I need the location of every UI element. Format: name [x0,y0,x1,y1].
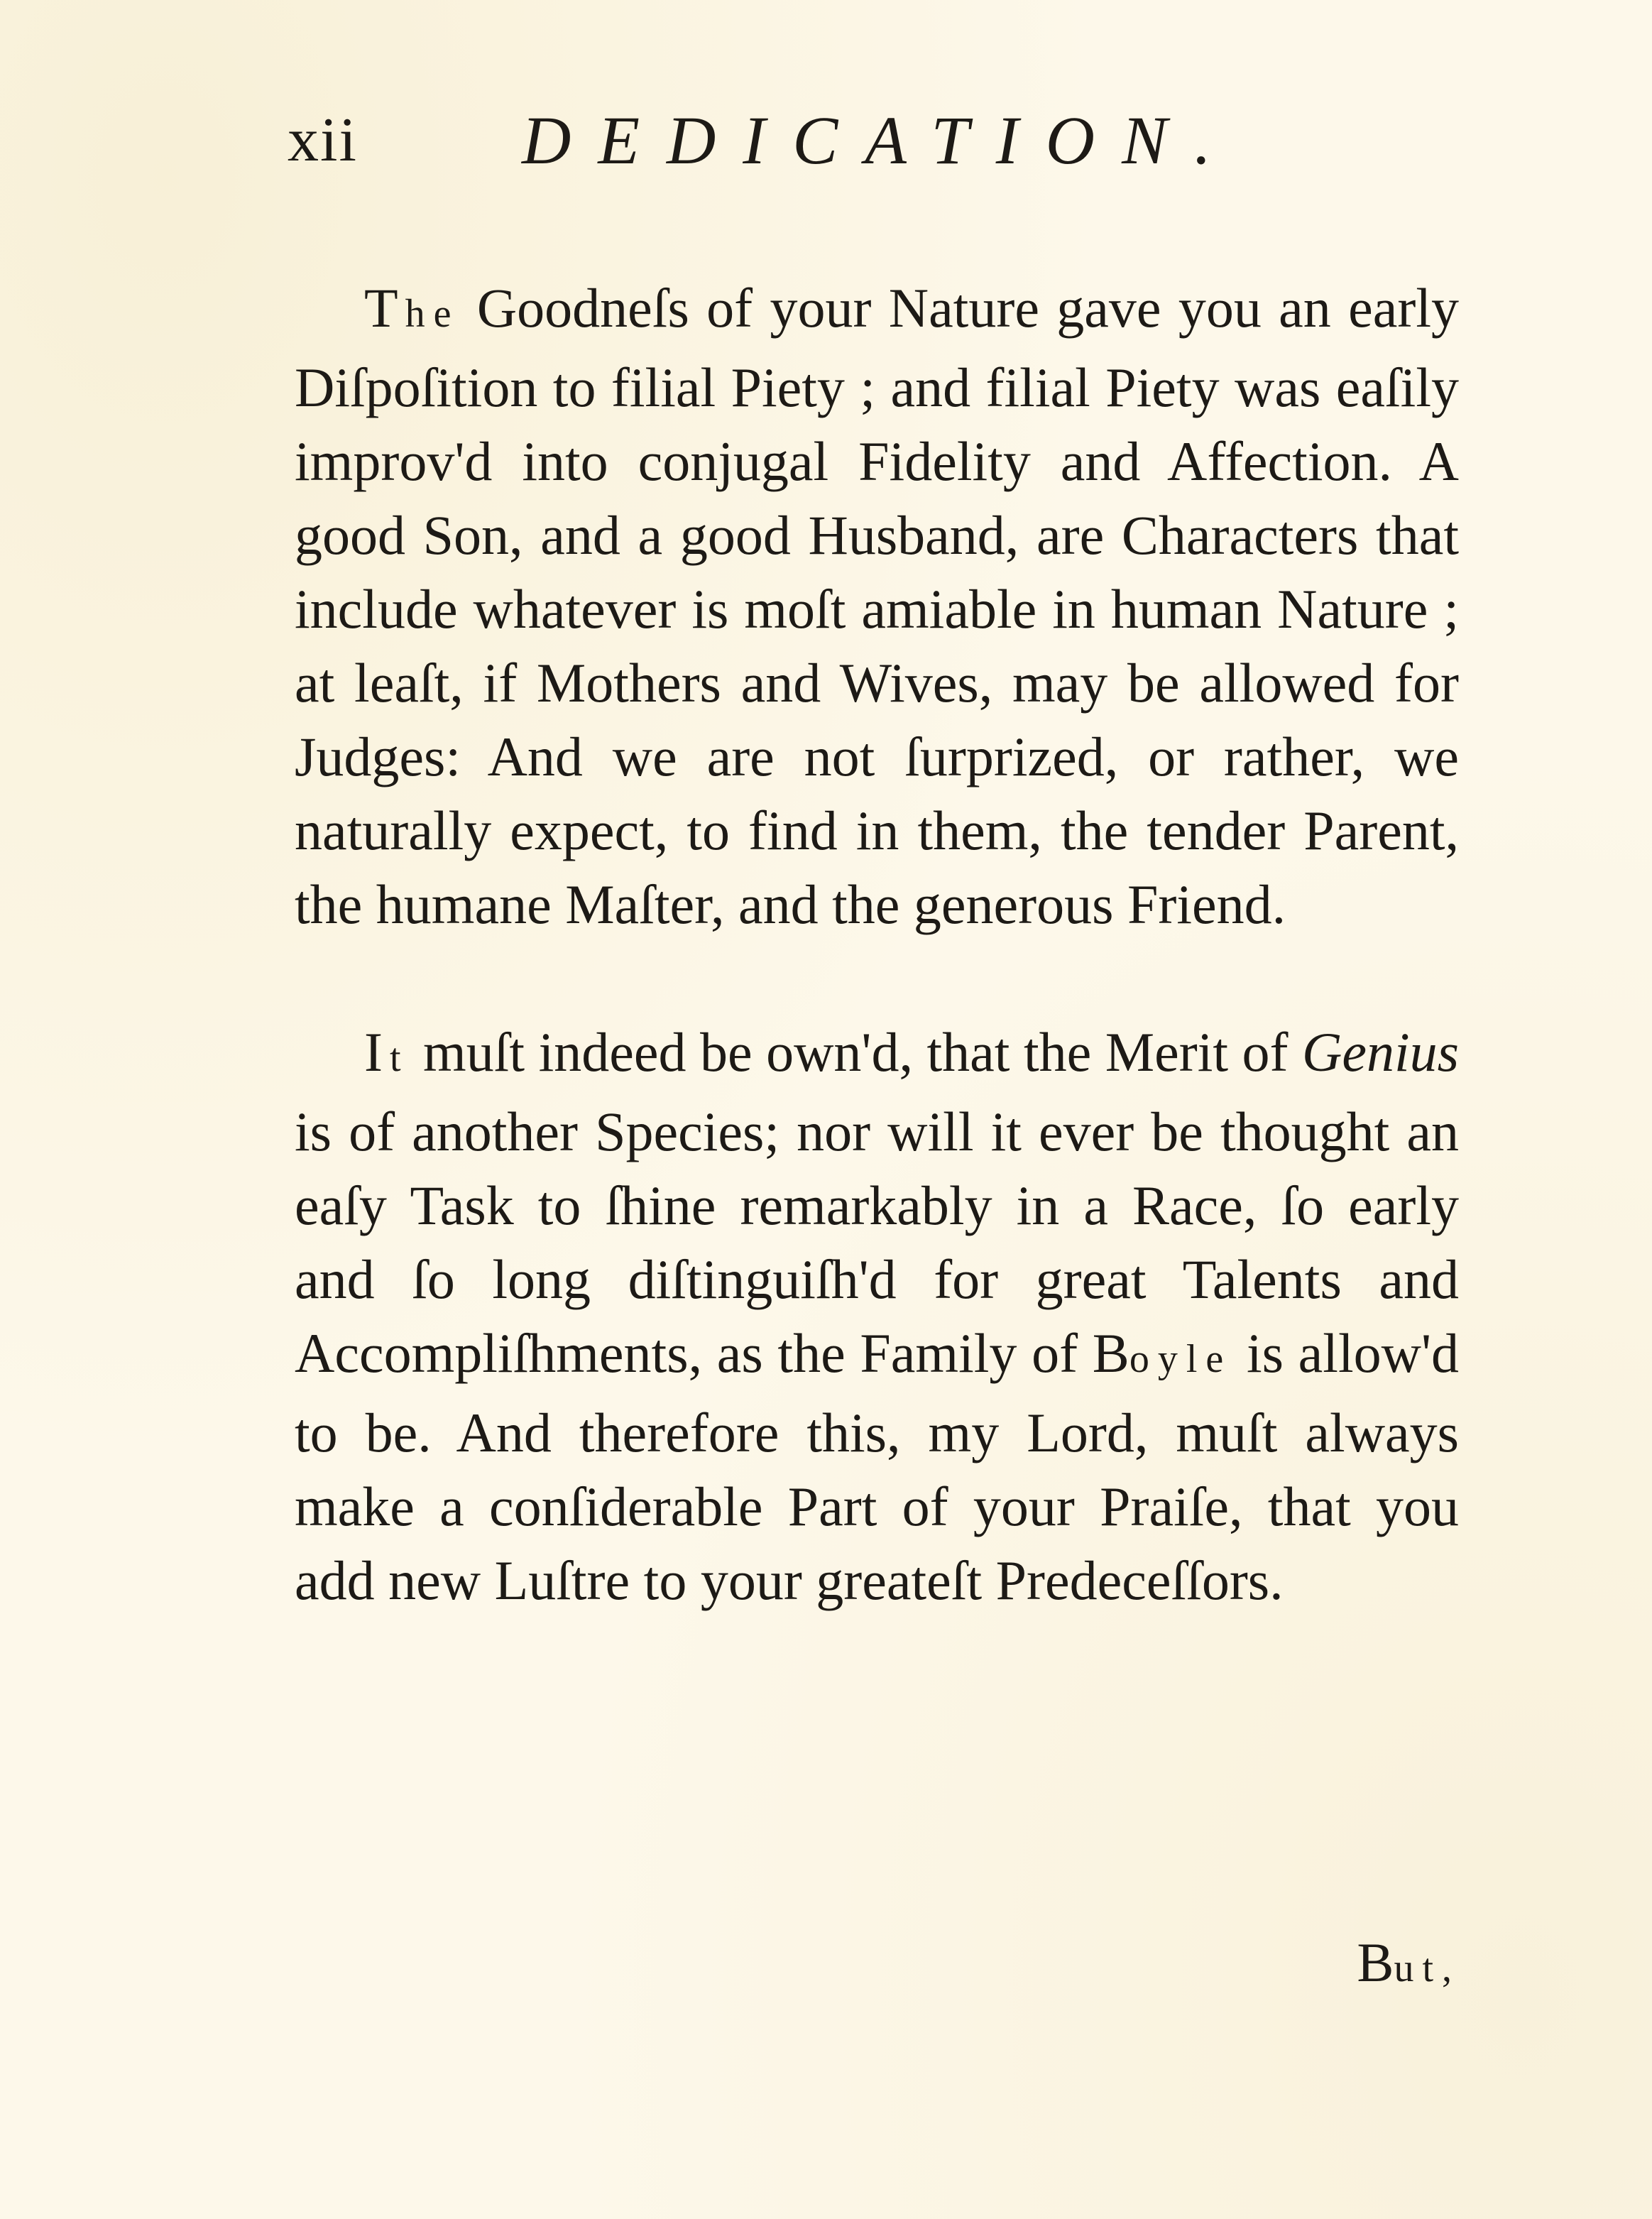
dedication-text [295,271,1459,1618]
paragraph-1-small-caps: he [405,292,460,336]
paragraph-2-italic-genius: Genius [1302,1021,1459,1083]
family-name-small-caps: oyle [1129,1337,1232,1381]
paragraph-2-small-caps: t [389,1036,410,1080]
catchword [1357,1926,1460,2005]
paragraph-2-text-part-3: is allow'd to be. And therefore this, my Lord, muſt always make a conſiderable Part of your Praiſe, that you add new Luſtre to your greateſt Predeceſſors. [295,1322,1460,1611]
paragraph-2-initial: I [364,1021,390,1083]
catchword-initial: B [1357,1931,1394,1993]
paragraph-2-text-part-2: is of another Species; nor will it ever be thought an eaſy Task to ſhine remarkably in a Race, ſo early and ſo long diſtinguiſh'd for great Talents and Accompliſhments, as the Family of [295,1101,1459,1384]
paragraph-2 [295,1015,1459,1618]
paragraph-1 [295,271,1459,942]
catchword-small-caps: ut, [1394,1946,1460,1990]
page-header [288,98,1480,183]
paragraph-1-text: Goodneſs of your Nature gave you an early Diſpoſition to filial Piety ; and filial Piety was eaſily improv'd into conjugal Fidelity and Affection. A good Son, and a good Husband, are Characters that include whatever is moſt amiable in human Nature ; at leaſt, if Mothers and Wives, may be allowed for Judges: And we are not ſurprized, or rather, we naturally expect, to find in them, the tender Parent, the humane Maſter, and the generous Friend. [295,277,1459,935]
page-number: xii [288,106,358,175]
paragraph-1-initial: T [364,277,405,339]
family-name-initial: B [1092,1322,1129,1384]
running-title: DEDICATION. [522,102,1239,178]
paragraph-2-text-part-1: muſt indeed be own'd, that the Merit of [409,1021,1303,1083]
